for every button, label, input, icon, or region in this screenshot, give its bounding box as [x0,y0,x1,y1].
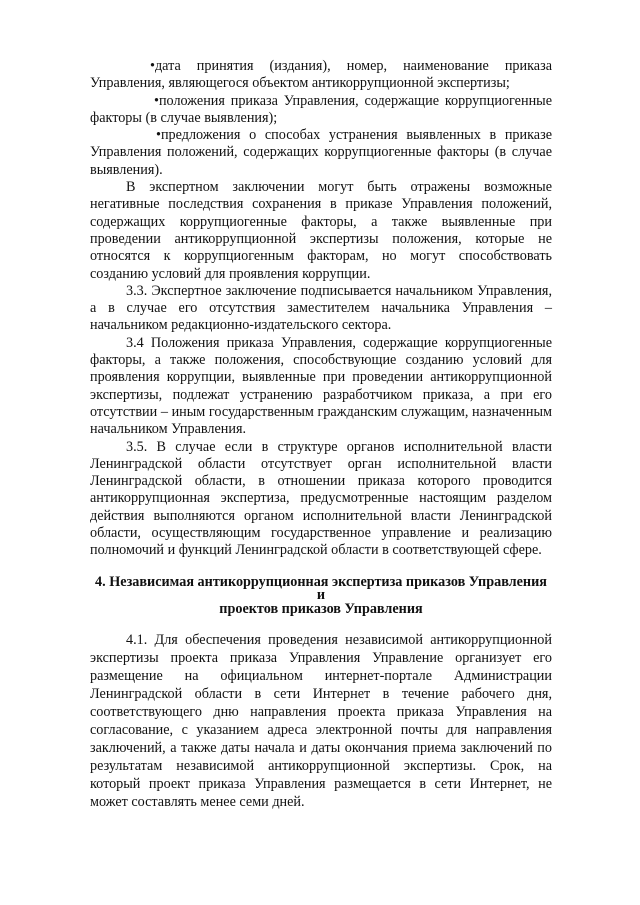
document-body [90,58,552,811]
section-4-heading-line2: проектов приказов Управления [219,600,423,617]
bullet-proposals: •предложения о способах устранения выявленных в приказе Управления положений, содержащих коррупциогенные факторы (в случае выявления). [90,127,552,178]
paragraph-4-1: 4.1. Для обеспечения проведения независимой антикоррупционной экспертизы проекта приказа Управления Управление организует его размещение на официальном интернет-портале Администрации Ленинградской области в сети Интернет в течение рабочего дня, соответствующего дню направления проекта приказа Управления на согласование, с указанием адреса электронной почты для направления заключений, а также даты начала и даты окончания приема заключений по результатам независимой антикоррупционной экспертизы. Срок, на который проект приказа Управления размещается в сети Интернет, не может составлять менее семи дней. [90,632,552,811]
paragraph-3-5: 3.5. В случае если в структуре органов исполнительной власти Ленинградской области отсутствует орган исполнительной власти Ленинградской области, в отношении приказа которого проводится антикоррупционная экспертиза, предусмотренные настоящим разделом действия выполняются органом исполнительной власти Ленинградской области, осуществляющим государственное управление и реализацию полномочий и функций Ленинградской области в соответствующей сфере. [90,438,552,559]
paragraph-3-3: 3.3. Экспертное заключение подписывается начальником Управления, а в случае его отсутствия заместителем начальника Управления – начальником редакционно-издательского сектора. [90,282,552,334]
bullet-provisions: •положения приказа Управления, содержащие коррупциогенные факторы (в случае выявления); [90,92,552,126]
section-4-heading-line1: 4. Независимая антикоррупционная экспертиза приказов Управления и [95,573,547,604]
section-4-heading [90,573,552,617]
paragraph-consequences: В экспертном заключении могут быть отражены возможные негативные последствия сохранения в приказе Управления положений, содержащих коррупциогенные факторы, а также выявленные при проведении антикоррупционной экспертизы положения, которые не относятся к коррупциогенным факторам, но могут способствовать созданию условий для проявления коррупции. [90,179,552,282]
paragraph-3-4: 3.4 Положения приказа Управления, содержащие коррупциогенные факторы, а также положения, способствующие созданию условий для проявления коррупции, выявленные при проведении антикоррупционной экспертизы, подлежат устранению разработчиком приказа, а при его отсутствии – иным государственным гражданским служащим, назначенным начальником Управления. [90,334,552,438]
bullet-date-number: •дата принятия (издания), номер, наименование приказа Управления, являющегося объектом антикоррупционной экспертизы; [90,58,552,92]
